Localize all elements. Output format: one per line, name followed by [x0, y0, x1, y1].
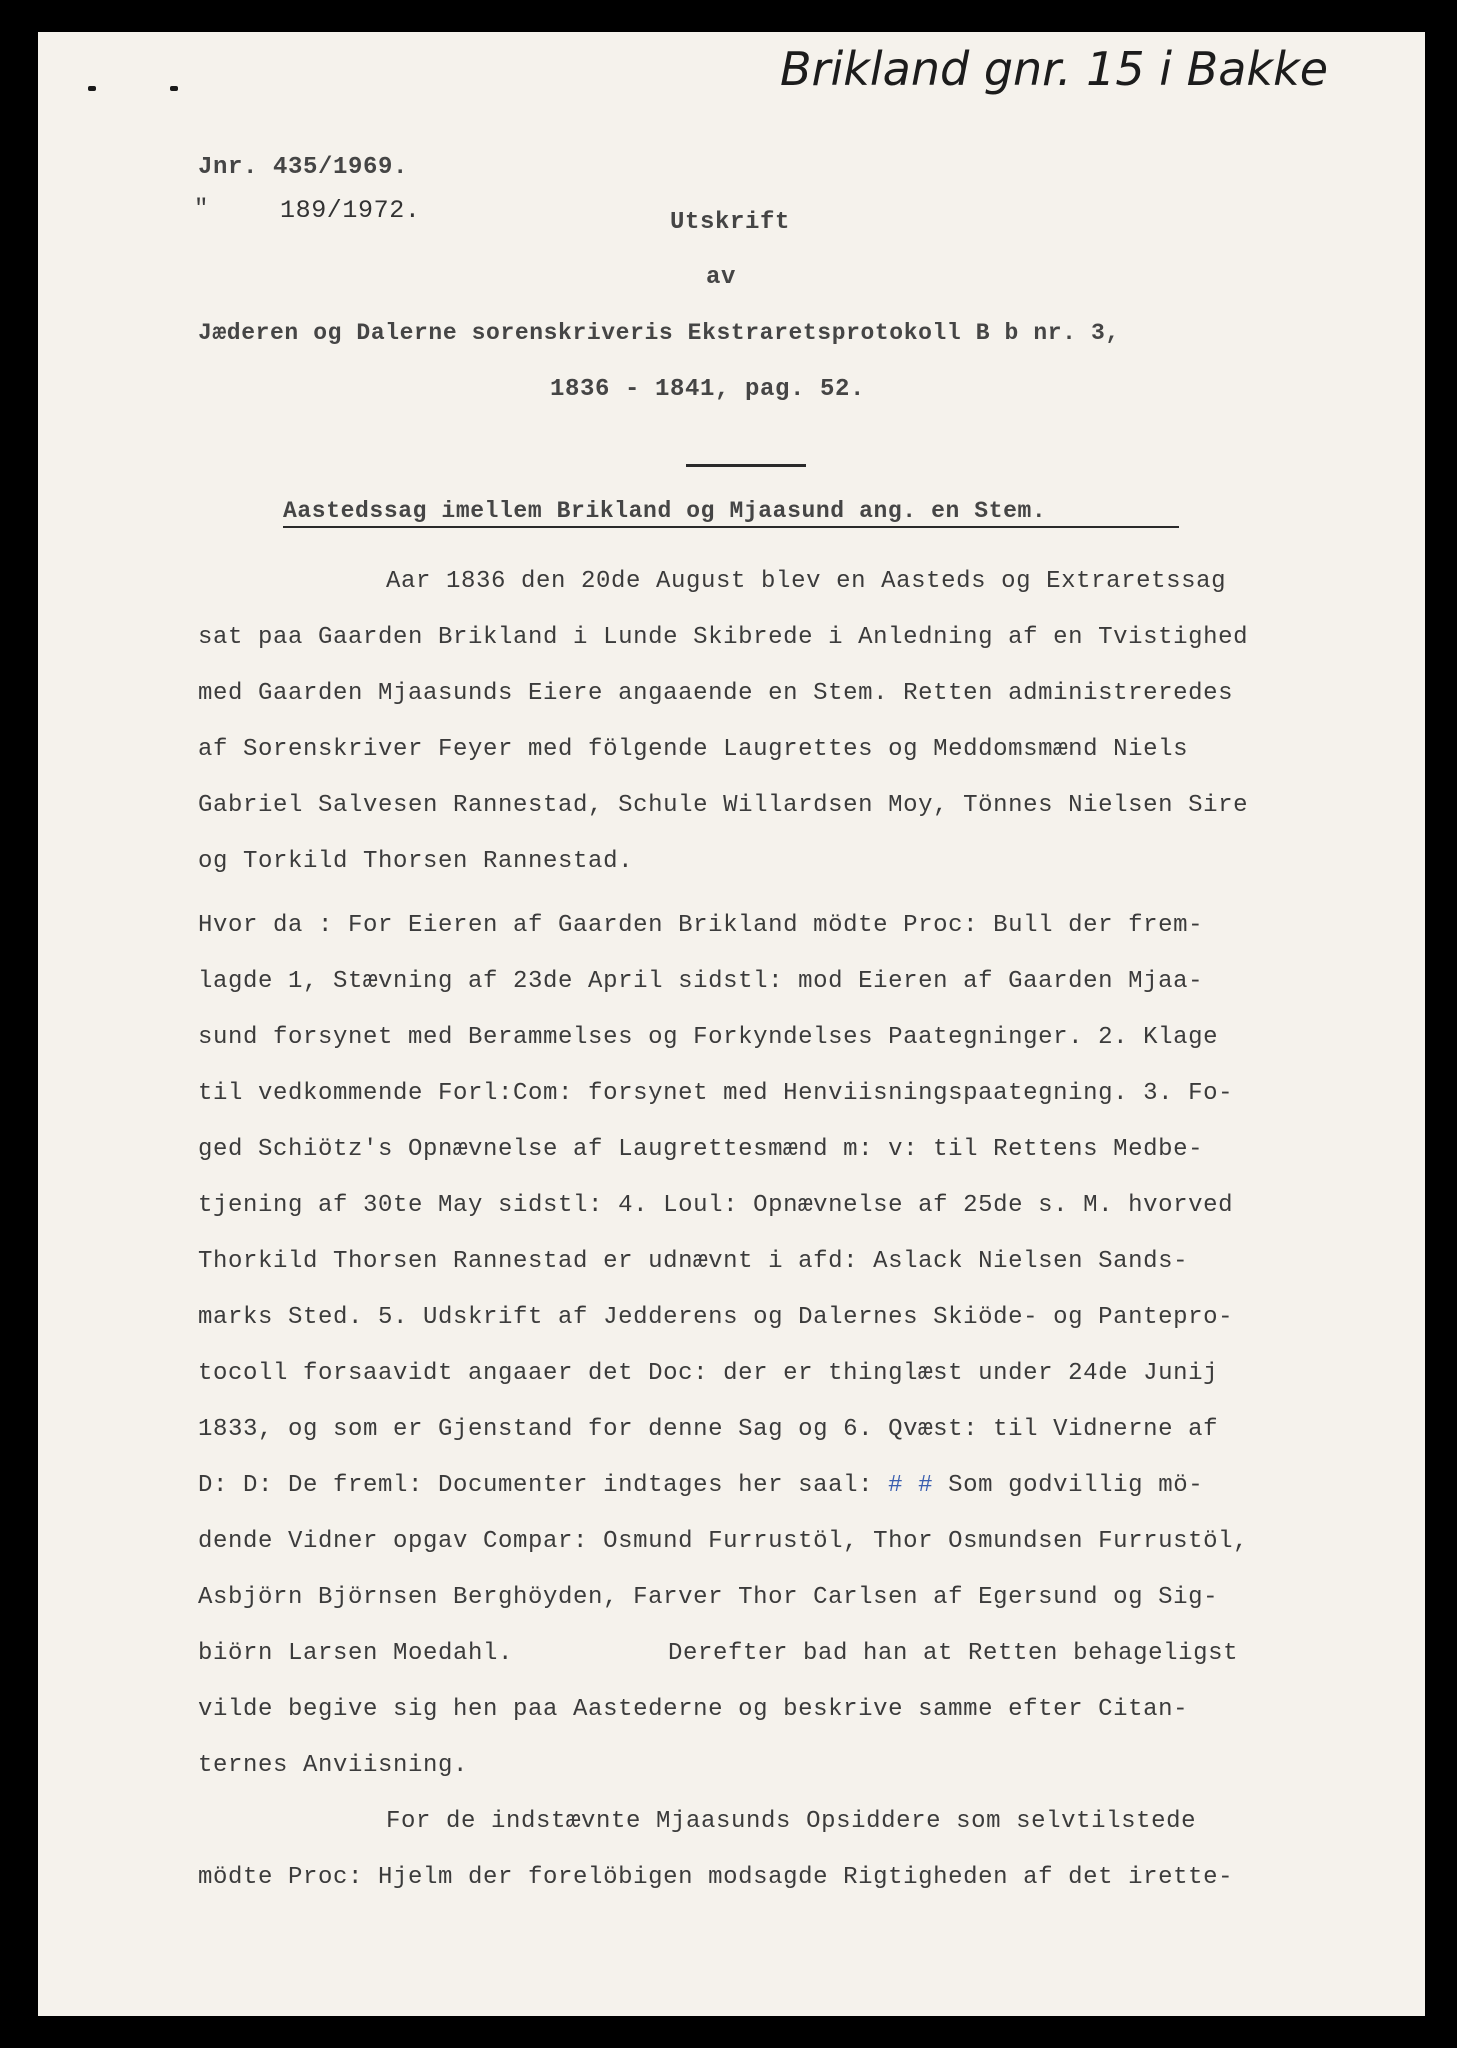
text-line: ternes Anviisning. [198, 1752, 469, 1779]
text-line: Derefter bad han at Retten behageligst [668, 1640, 1239, 1667]
ditto-mark: " [194, 196, 210, 223]
heading-line-1: Utskrift [670, 209, 791, 236]
text-line: Gabriel Salvesen Rannestad, Schule Willardsen Moy, Tönnes Nielsen Sire [198, 792, 1249, 819]
text-line: For de indstævnte Mjaasunds Opsiddere som selvtilstede [386, 1808, 1197, 1835]
heading-line-4: 1836 - 1841, pag. 52. [550, 376, 866, 403]
punch-mark [88, 86, 96, 91]
subject-underline [283, 526, 1179, 528]
text-line: marks Sted. 5. Udskrift af Jedderens og Dalernes Skiöde- og Pantepro- [198, 1304, 1234, 1331]
text-line: sund forsynet med Berammelses og Forkyndelses Paategninger. 2. Klage [198, 1024, 1219, 1051]
handwritten-title: Brikland gnr. 15 i Bakke [780, 42, 1329, 96]
text-line: af Sorenskriver Feyer med fölgende Laugrettes og Meddomsmænd Niels [198, 736, 1189, 763]
text-line: tocoll forsaavidt angaaer det Doc: der er thinglæst under 24de Junij [198, 1360, 1219, 1387]
text-line: 1833, og som er Gjenstand for denne Sag og 6. Qvæst: til Vidnerne af [198, 1416, 1219, 1443]
separator-rule [686, 464, 806, 467]
text-line: lagde 1, Stævning af 23de April sidstl: mod Eieren af Gaarden Mjaa- [198, 968, 1204, 995]
text-line: dende Vidner opgav Compar: Osmund Furrustöl, Thor Osmundsen Furrustöl, [198, 1528, 1249, 1555]
text-segment: Som godvillig mö- [948, 1472, 1204, 1499]
text-line: Aar 1836 den 20de August blev en Aasteds og Extraretssag [386, 568, 1227, 595]
subject-line: Aastedssag imellem Brikland og Mjaasund ang. en Stem. [283, 498, 1047, 524]
text-line: ged Schiötz's Opnævnelse af Laugrettesmænd m: v: til Rettens Medbe- [198, 1136, 1204, 1163]
journal-number-2: 189/1972. [280, 196, 421, 225]
text-line: Asbjörn Björnsen Berghöyden, Farver Thor Carlsen af Egersund og Sig- [198, 1584, 1219, 1611]
hash-marks: # # [888, 1472, 934, 1499]
text-line [198, 1472, 1203, 1499]
text-line: biörn Larsen Moedahl. [198, 1640, 514, 1667]
text-line: til vedkommende Forl:Com: forsynet med Henviisningspaategning. 3. Fo- [198, 1080, 1234, 1107]
text-line: Thorkild Thorsen Rannestad er udnævnt i afd: Aslack Nielsen Sands- [198, 1248, 1189, 1275]
text-line: mödte Proc: Hjelm der forelöbigen modsagde Rigtigheden af det irette- [198, 1864, 1234, 1891]
text-line: sat paa Gaarden Brikland i Lunde Skibrede i Anledning af en Tvistighed [198, 624, 1249, 651]
heading-line-3: Jæderen og Dalerne sorenskriveris Ekstraretsprotokoll B b nr. 3, [198, 320, 1120, 346]
text-line: tjening af 30te May sidstl: 4. Loul: Opnævnelse af 25de s. M. hvorved [198, 1192, 1234, 1219]
text-line: Hvor da : For Eieren af Gaarden Brikland mödte Proc: Bull der frem- [198, 912, 1204, 939]
journal-number-1: Jnr. 435/1969. [198, 154, 409, 181]
text-line: vilde begive sig hen paa Aastederne og beskrive samme efter Citan- [198, 1696, 1189, 1723]
text-line: og Torkild Thorsen Rannestad. [198, 848, 634, 875]
document-page [38, 32, 1425, 2016]
heading-line-2: av [706, 264, 737, 291]
punch-mark [170, 86, 178, 91]
text-line: med Gaarden Mjaasunds Eiere angaaende en Stem. Retten administreredes [198, 680, 1234, 707]
text-segment: D: D: De freml: Documenter indtages her saal: [198, 1472, 874, 1499]
